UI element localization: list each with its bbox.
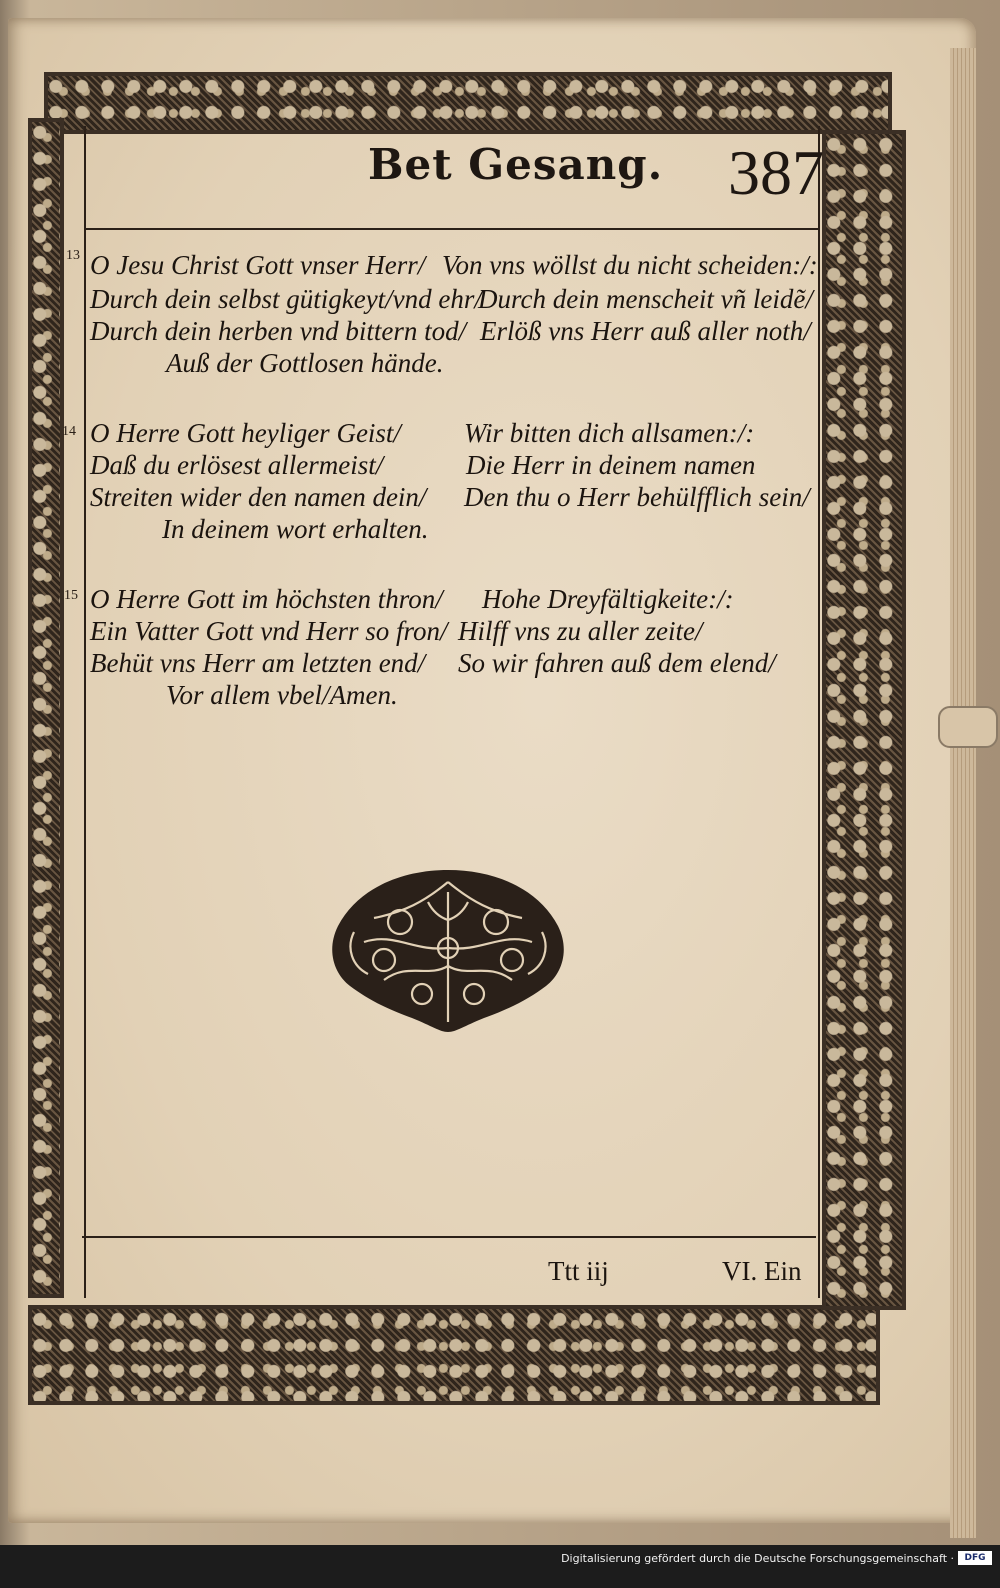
verse-line: Streiten wider den namen dein/: [90, 482, 427, 512]
page-edge: [950, 48, 976, 1538]
stanza-number: 13: [66, 248, 80, 263]
page-tab: [938, 706, 998, 748]
funding-credit: Digitalisierung gefördert durch die Deutsche Forschungsgemeinschaft ·: [561, 1552, 954, 1565]
signature-mark: Ttt iij: [548, 1256, 609, 1286]
verse-line: O Herre Gott heyliger Geist/: [90, 418, 401, 448]
verse-line: Durch dein selbst gütigkeyt/vnd ehr/: [90, 284, 482, 314]
verse-line: Ein Vatter Gott vnd Herr so fron/: [90, 616, 448, 646]
dfg-logo: DFG: [958, 1551, 992, 1565]
verse-line: So wir fahren auß dem elend/: [458, 648, 776, 678]
verse-line: Hilff vns zu aller zeite/: [458, 616, 703, 646]
header-rule: [84, 228, 818, 230]
woodcut-border-left: [28, 118, 64, 1298]
verse-line: Von vns wöllst du nicht scheiden:/:: [442, 250, 818, 280]
stanza-number: 14: [62, 424, 76, 439]
verse-line: Hohe Dreyfältigkeite:/:: [482, 584, 734, 614]
verse-line: Behüt vns Herr am letzten end/: [90, 648, 426, 678]
verse-line: Daß du erlösest allermeist/: [90, 450, 384, 480]
woodcut-border-top: [44, 72, 892, 134]
ornament-vignette: [324, 862, 572, 1034]
footer-rule: [82, 1236, 816, 1238]
catchword: VI. Ein: [722, 1256, 802, 1286]
verse-line: Durch dein menscheit vñ leidẽ/: [478, 284, 813, 314]
running-head: Bet Gesang.: [368, 140, 664, 189]
woodcut-border-right: [822, 130, 906, 1310]
verse-closing: Vor allem vbel/Amen.: [166, 680, 398, 710]
verse-line: Wir bitten dich allsamen:/:: [464, 418, 755, 448]
stanza-number: 15: [64, 588, 78, 603]
verse-line: Durch dein herben vnd bittern tod/: [90, 316, 467, 346]
verse-closing: Auß der Gottlosen hände.: [166, 348, 444, 378]
woodcut-border-bottom: [28, 1305, 880, 1405]
verse-line: Den thu o Herr behülfflich sein/: [464, 482, 810, 512]
page-number: 387: [728, 137, 824, 208]
verse-line: Die Herr in deinem namen: [466, 450, 756, 480]
verse-line: Erlöß vns Herr auß aller noth/: [480, 316, 811, 346]
verse-closing: In deinem wort erhalten.: [162, 514, 429, 544]
verse-line: O Herre Gott im höchsten thron/: [90, 584, 443, 614]
verse-line: O Jesu Christ Gott vnser Herr/: [90, 250, 426, 280]
